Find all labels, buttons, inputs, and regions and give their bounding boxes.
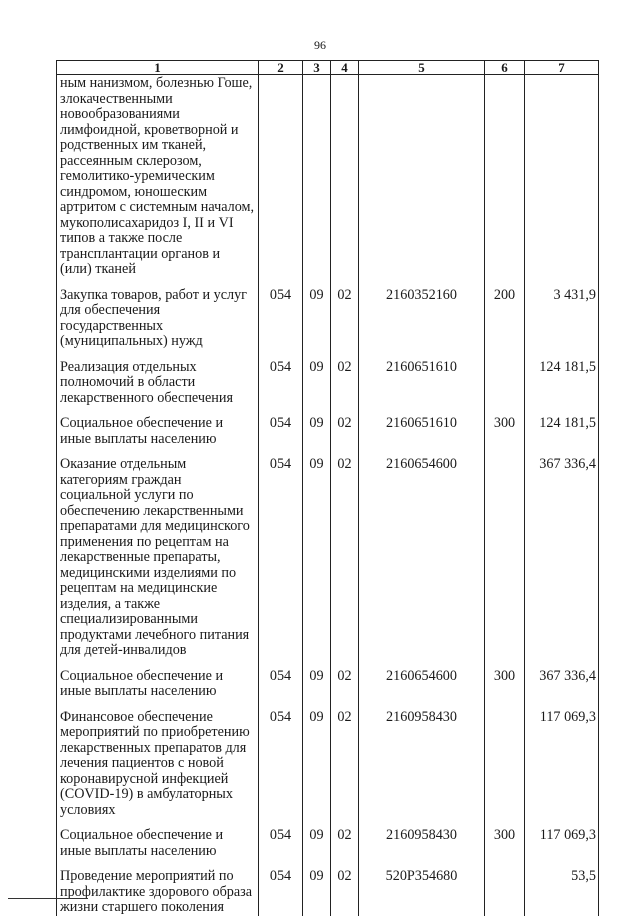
row-target-code: 520Р354680 [359,859,485,916]
row-section: 09 [303,447,331,659]
page-number: 96 [314,38,326,52]
row-description: Реализация отдельных полномочий в области лекарственного обеспечения [57,350,259,407]
row-target-code [359,75,485,278]
row-section: 09 [303,278,331,350]
table-row [57,406,599,447]
row-subsection: 02 [331,350,359,407]
header-col-2: 2 [259,61,303,75]
row-admin-code: 054 [259,406,303,447]
row-amount: 117 069,3 [525,818,599,859]
row-description: Финансовое обеспечение мероприятий по приобретению лекарственных препаратов для лечения пациентов с новой коронавирусной инфекцией (COVID-19) в амбулаторных условиях [57,700,259,819]
row-admin-code: 054 [259,859,303,916]
row-amount [525,75,599,278]
row-amount: 367 336,4 [525,659,599,700]
row-expense-type [485,350,525,407]
row-amount: 3 431,9 [525,278,599,350]
row-section [303,75,331,278]
row-amount: 124 181,5 [525,350,599,407]
table-row [57,659,599,700]
row-description: Оказание отдельным категориям граждан социальной услуги по обеспечению лекарственными препаратами для медицинского применения по рецептам на лекарственные препараты, медицинскими изделиями по рецептам на медицинские изделия, а также специализированными продуктами лечебного питания для детей-инвалидов [57,447,259,659]
row-amount: 367 336,4 [525,447,599,659]
row-expense-type [485,700,525,819]
row-amount: 117 069,3 [525,700,599,819]
row-admin-code: 054 [259,700,303,819]
row-section: 09 [303,659,331,700]
row-expense-type [485,447,525,659]
row-description: Закупка товаров, работ и услуг для обеспечения государственных (муниципальных) нужд [57,278,259,350]
row-subsection [331,75,359,278]
row-target-code: 2160651610 [359,406,485,447]
table-row [57,700,599,819]
row-subsection: 02 [331,859,359,916]
row-amount: 124 181,5 [525,406,599,447]
row-subsection: 02 [331,447,359,659]
header-col-1: 1 [57,61,259,75]
row-target-code: 2160958430 [359,818,485,859]
row-expense-type: 200 [485,278,525,350]
header-col-4: 4 [331,61,359,75]
row-target-code: 2160958430 [359,700,485,819]
row-target-code: 2160352160 [359,278,485,350]
budget-table [56,60,599,916]
row-admin-code [259,75,303,278]
row-section: 09 [303,350,331,407]
table-row [57,350,599,407]
table-row [57,859,599,916]
row-subsection: 02 [331,818,359,859]
row-target-code: 2160654600 [359,659,485,700]
row-admin-code: 054 [259,818,303,859]
row-section: 09 [303,818,331,859]
table-row [57,75,599,278]
row-subsection: 02 [331,278,359,350]
row-expense-type [485,75,525,278]
row-section: 09 [303,700,331,819]
row-expense-type [485,859,525,916]
row-description: Социальное обеспечение и иные выплаты населению [57,406,259,447]
row-description: Социальное обеспечение и иные выплаты населению [57,818,259,859]
row-description: Проведение мероприятий по профилактике здорового образа жизни старшего поколения [57,859,259,916]
row-expense-type: 300 [485,406,525,447]
row-amount: 53,5 [525,859,599,916]
row-description: ным нанизмом, болезнью Гоше, злокачественными новообразованиями лимфоидной, кроветворной и родственных им тканей, рассеянным склерозом, гемолитико-уремическим синдромом, юношеским артритом с системным началом, мукополисахаридоз I, II и VI типов а также после трансплантации органов и (или) тканей [57,75,259,278]
row-section: 09 [303,406,331,447]
row-admin-code: 054 [259,659,303,700]
header-col-3: 3 [303,61,331,75]
row-target-code: 2160651610 [359,350,485,407]
table-row [57,447,599,659]
header-col-6: 6 [485,61,525,75]
row-admin-code: 054 [259,350,303,407]
footer-rule [8,898,88,899]
row-subsection: 02 [331,406,359,447]
row-admin-code: 054 [259,278,303,350]
table-row [57,278,599,350]
row-description: Социальное обеспечение и иные выплаты населению [57,659,259,700]
row-expense-type: 300 [485,818,525,859]
row-section: 09 [303,859,331,916]
header-col-5: 5 [359,61,485,75]
row-target-code: 2160654600 [359,447,485,659]
row-subsection: 02 [331,700,359,819]
row-admin-code: 054 [259,447,303,659]
header-col-7: 7 [525,61,599,75]
row-subsection: 02 [331,659,359,700]
table-row [57,818,599,859]
header-row [57,61,599,75]
row-expense-type: 300 [485,659,525,700]
